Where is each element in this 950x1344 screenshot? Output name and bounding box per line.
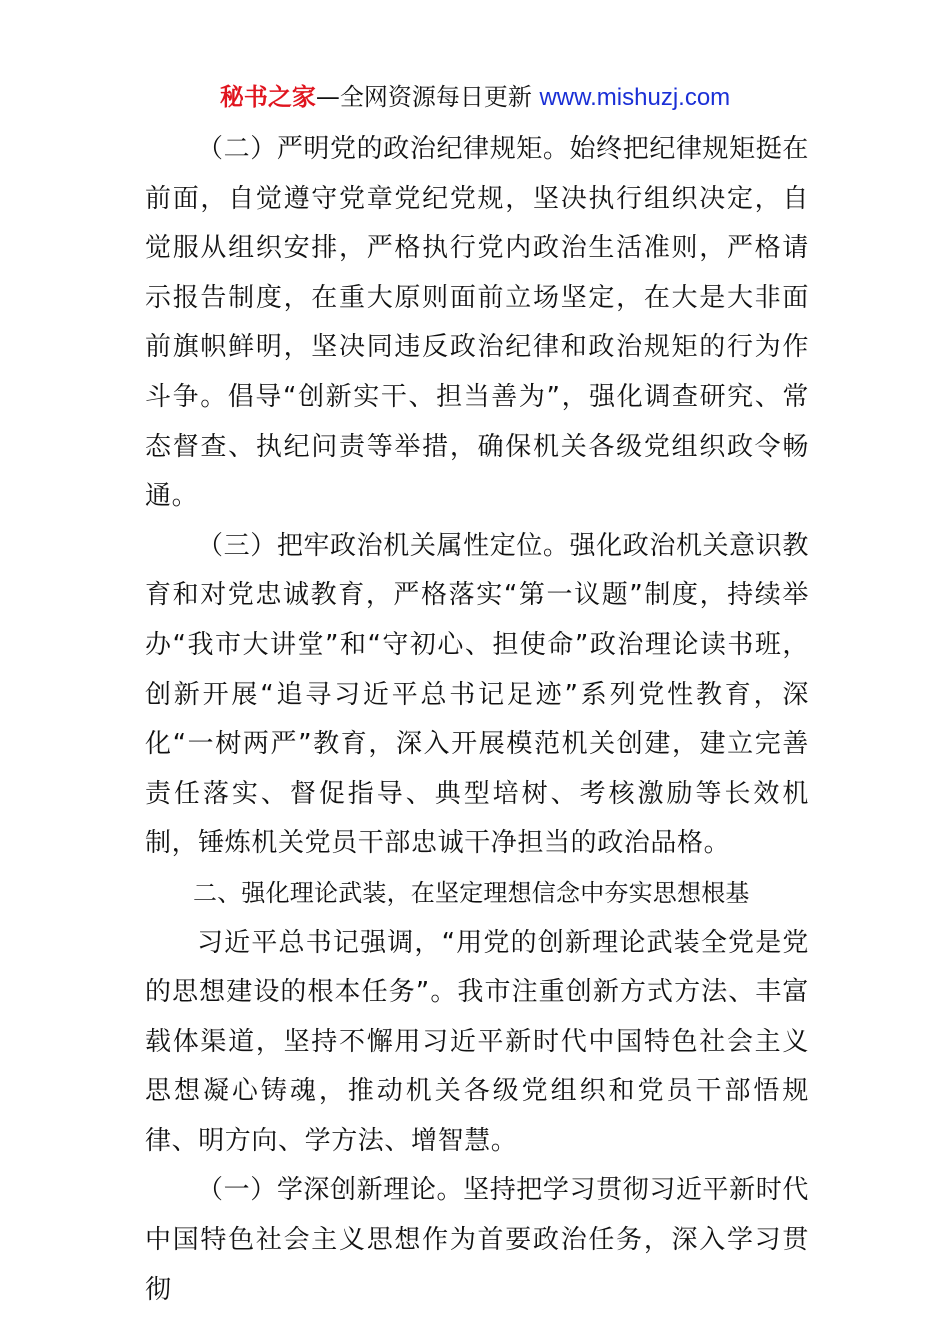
paragraph-discipline: （二）严明党的政治纪律规矩。始终把纪律规矩挺在前面，自觉遵守党章党纪党规，坚决执行组织决定，自觉服从组织安排，严格执行党内政治生活准则，严格请示报告制度，在重大原则面前立场坚定，在大是大非面前旗帜鲜明，坚决同违反政治纪律和政治规矩的行为作斗争。倡导“创新实干、担当善为”，强化调查研究、常态督查、执纪问责等举措，确保机关各级党组织政令畅通。 [145, 134, 809, 512]
site-brand: 秘书之家 [219, 83, 316, 111]
site-url-link[interactable]: www.mishuzj.com [539, 84, 731, 111]
document-body [145, 125, 809, 1315]
site-header [0, 80, 950, 115]
section-heading-theory: 二、强化理论武装，在坚定理想信念中夯实思想根基 [193, 878, 750, 907]
paragraph-study-theory: （一）学深创新理论。坚持把学习贯彻习近平新时代中国特色社会主义思想作为首要政治任务，深入学习贯彻 [145, 1175, 809, 1305]
site-tagline: —全网资源每日更新 [315, 83, 540, 111]
paragraph-political-organ: （三）把牢政治机关属性定位。强化政治机关意识教育和对党忠诚教育，严格落实“第一议题”制度，持续举办“我市大讲堂”和“守初心、担使命”政治理论读书班，创新开展“追寻习近平总书记足迹”系列党性教育，深化“一树两严”教育，深入开展模范机关创建，建立完善责任落实、督促指导、典型培树、考核激励等长效机制，锤炼机关党员干部忠诚干净担当的政治品格。 [145, 530, 809, 859]
paragraph-theory-intro: 习近平总书记强调，“用党的创新理论武装全党是党的思想建设的根本任务”。我市注重创新方式方法、丰富载体渠道，坚持不懈用习近平新时代中国特色社会主义思想凝心铸魂，推动机关各级党组织和党员干部悟规律、明方向、学方法、增智慧。 [145, 927, 809, 1156]
